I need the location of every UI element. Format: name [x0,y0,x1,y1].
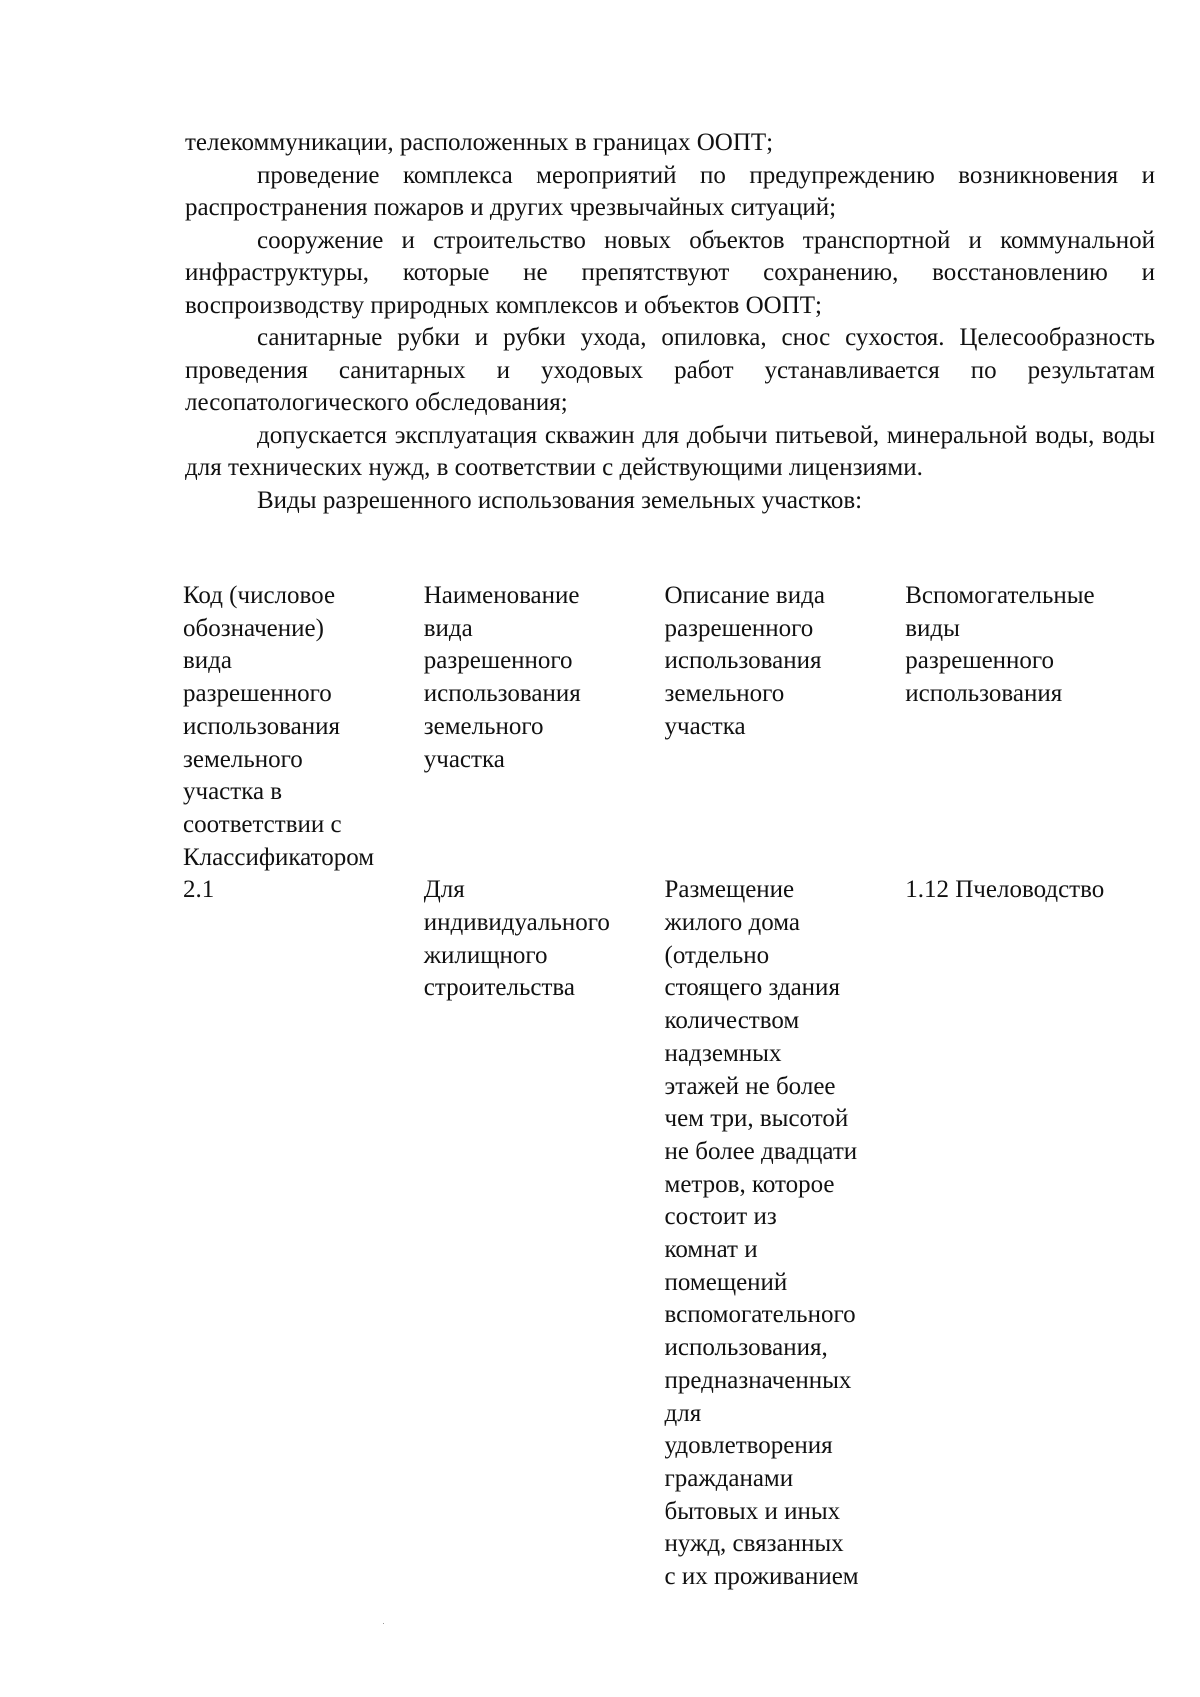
paragraph-land-use-title: Виды разрешенного использования земельных участков: [257,486,863,514]
header-auxiliary: Вспомогательные виды разрешенного использования [905,582,1095,708]
paragraph-fire-prevention: проведение комплекса мероприятий по предупреждению возникновения и распространения пожаров и других чрезвычайных ситуаций; [185,161,1155,221]
paragraph-construction: сооружение и строительство новых объектов транспортной и коммунальной инфраструктуры, которые не препятствуют сохранению, восстановлению и воспроизводству природных комплексов и объектов ООПТ; [185,226,1155,319]
cell-description: Размещение жилого дома (отдельно стоящего здания количеством надземных этажей не более чем три, высотой не более двадцати метров, которое состоит из комнат и помещений вспомогательного использования, предназначенных для удовлетворения гражданами бытовых и иных нужд, связанных с их проживанием [664,876,859,1591]
land-use-table [183,580,1143,1594]
paragraph-sanitary-felling: санитарные рубки и рубки ухода, опиловка, снос сухостоя. Целесообразность проведения санитарных и уходовых работ устанавливается по результатам лесопатологического обследования; [185,324,1155,416]
scan-speck [383,1623,384,1624]
cell-auxiliary: 1.12 Пчеловодство [905,876,1105,904]
header-code: Код (числовое обозначение) вида разрешенного использования земельного участка в соответствии с Классификатором [183,582,375,871]
cell-name: Для индивидуального жилищного строительства [423,876,610,1002]
table-header-row [183,580,1143,874]
body-text [185,127,1155,517]
header-description: Описание вида разрешенного использования земельного участка [664,582,825,740]
paragraph-wells: допускается эксплуатация скважин для добычи питьевой, минеральной воды, воды для технических нужд, в соответствии с действующими лицензиями. [185,421,1155,481]
header-name: Наименование вида разрешенного использования земельного участка [423,582,581,773]
paragraph-telecom: телекоммуникации, расположенных в границах ООПТ; [185,129,774,156]
table-row [183,874,1143,1593]
cell-code: 2.1 [183,876,215,904]
